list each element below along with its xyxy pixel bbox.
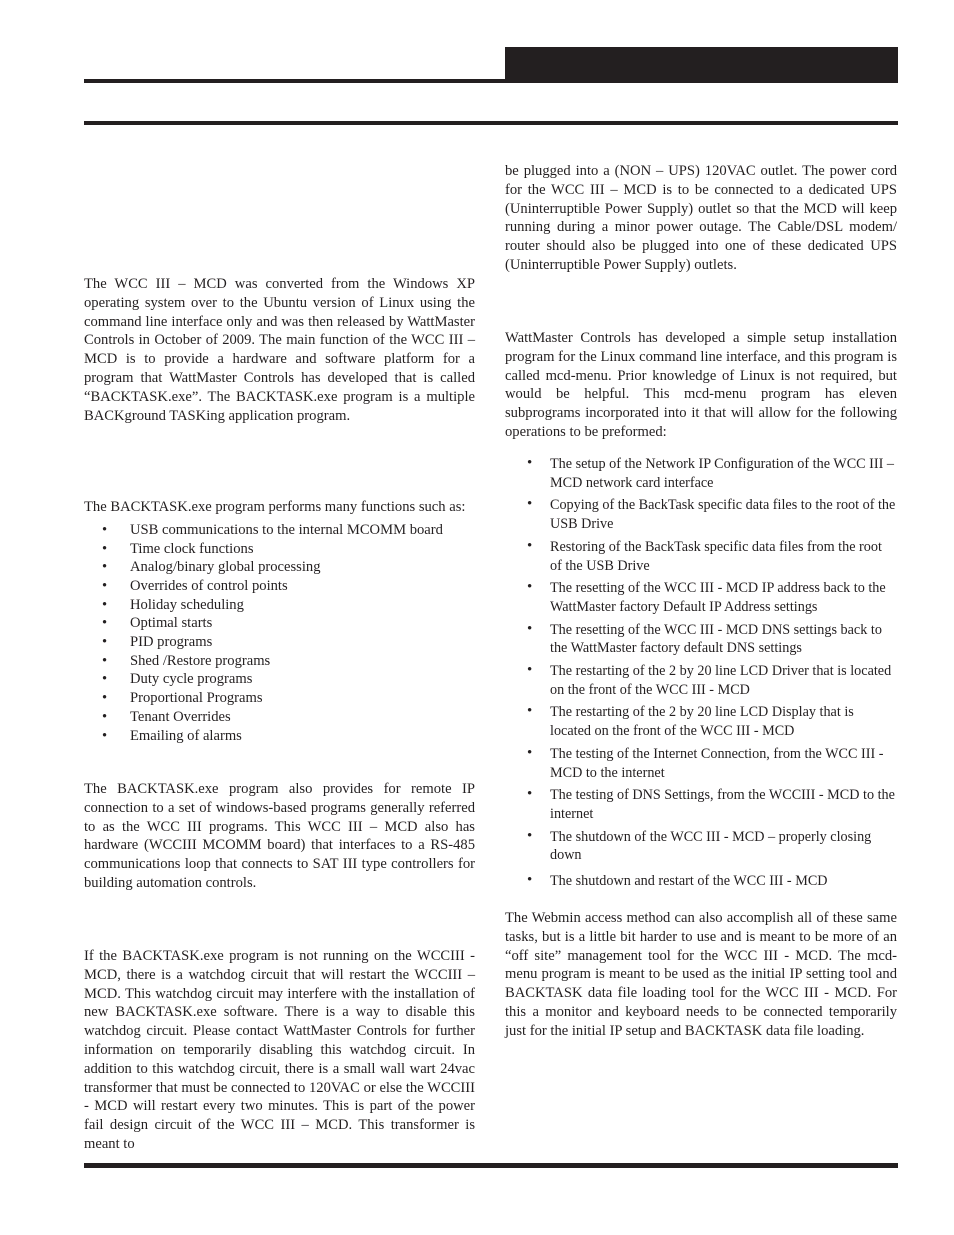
left-paragraph-remote <box>84 780 475 893</box>
left-paragraph-intro <box>84 275 475 425</box>
power-text: be plugged into a (NON – UPS) 120VAC outlet. The power cord for the WCC III – MCD is to be connected to a dedicated UPS (Uninterruptible Power Supply) outlet so that the MCD will keep running during a minor power outage. The Cable/DSL modem/ router should also be plugged into one of these dedicated UPS (Uninterruptible Power Supply) outlets. <box>505 163 897 273</box>
list-item: • The restarting of the 2 by 20 line LCD Display that is located on the front of the WCC III - MCD <box>505 703 897 740</box>
list-item: • Restoring of the BackTask specific data files from the root of the USB Drive <box>505 538 897 575</box>
right-paragraph-webmin <box>505 909 897 1041</box>
list-item: • The resetting of the WCC III - MCD DNS settings back to the WattMaster factory default DNS settings <box>505 621 897 658</box>
header-black-tab <box>505 47 898 80</box>
intro-text: The WCC III – MCD was converted from the Windows XP operating system over to the Ubuntu version of Linux using the command line interface only and was then released by WattMaster Controls in October of 2009. The main function of the WCC III – MCD is to provide a hardware and software platform for a program that WattMaster Controls has developed that is called “BACKTASK.exe”. The BACKTASK.exe program is a multiple BACKground TASKing application program. <box>84 276 475 424</box>
list-item: • The restarting of the 2 by 20 line LCD Driver that is located on the front of the WCC III - MCD <box>505 662 897 699</box>
list-item: • Overrides of control points <box>84 577 475 596</box>
list-item: • The shutdown of the WCC III - MCD – properly closing down <box>505 828 897 865</box>
header-rule-bottom <box>84 121 898 125</box>
left-paragraph-watchdog <box>84 947 475 1154</box>
right-paragraph-power <box>505 162 897 275</box>
list-item: • The resetting of the WCC III - MCD IP address back to the WattMaster factory Default IP Address settings <box>505 579 897 616</box>
functions-intro-text: The BACKTASK.exe program performs many functions such as: <box>84 499 466 515</box>
list-item: • Duty cycle programs <box>84 670 475 689</box>
list-item: • USB communications to the internal MCOMM board <box>84 521 475 540</box>
right-operations-section <box>505 455 897 895</box>
list-item: • PID programs <box>84 633 475 652</box>
webmin-text: The Webmin access method can also accomplish all of these same tasks, but is a little bit harder to use and is meant to be more of an “off site” management tool for the WCC III - MCD. The mcd-menu program is meant to be used as the initial IP setting tool and BACKTASK data file loading tool for the WCC III - MCD. For this a monitor and keyboard needs to be connected temporarily just for the initial IP setup and BACKTASK data file loading. <box>505 910 897 1039</box>
remote-connection-text: The BACKTASK.exe program also provides for remote IP connection to a set of windows-based programs generally referred to as the WCC III programs. This WCC III – MCD also has hardware (WCCIII MCOMM board) that interfaces to a RS-485 communications loop that connects to SAT III type controllers for building automation controls. <box>84 781 475 891</box>
list-item: • Holiday scheduling <box>84 596 475 615</box>
functions-list <box>84 521 475 745</box>
list-item: • The testing of DNS Settings, from the WCCIII - MCD to the internet <box>505 786 897 823</box>
header-rule-top <box>84 79 898 83</box>
list-item: • Shed /Restore programs <box>84 652 475 671</box>
list-item: • Time clock functions <box>84 540 475 559</box>
list-item: • Analog/binary global processing <box>84 558 475 577</box>
operations-list <box>505 455 897 891</box>
list-item: • Proportional Programs <box>84 689 475 708</box>
list-item: • Optimal starts <box>84 614 475 633</box>
list-item: • Copying of the BackTask specific data files to the root of the USB Drive <box>505 496 897 533</box>
mcd-menu-text: WattMaster Controls has developed a simple setup installation program for the Linux command line interface, and this program is called mcd-menu. Prior knowledge of Linux is not required, but would be helpful. This mcd-menu program has eleven subprograms incorporated into it that will allow for the following operations to be preformed: <box>505 330 897 440</box>
list-item: • Emailing of alarms <box>84 727 475 746</box>
watchdog-text: If the BACKTASK.exe program is not running on the WCCIII - MCD, there is a watchdog circuit that will restart the WCCIII – MCD. This watchdog circuit may interfere with the installation of new BACKTASK.exe software. There is a way to disable this watchdog circuit. Please contact WattMaster Controls for further information on temporarily disabling this watchdog circuit. In addition to this watchdog circuit, there is a small wall wart 24vac transformer that must be connected to 120VAC or else the WCCIII - MCD will restart every two minutes. This is part of the power fail design circuit of the WCC III – MCD. This transformer is meant to <box>84 948 475 1152</box>
list-item: • The setup of the Network IP Configuration of the WCC III – MCD network card interface <box>505 455 897 492</box>
right-paragraph-mcd-menu <box>505 329 897 442</box>
footer-rule <box>84 1163 898 1168</box>
list-item: • The testing of the Internet Connection, from the WCC III - MCD to the internet <box>505 745 897 782</box>
list-item: • Tenant Overrides <box>84 708 475 727</box>
list-item: • The shutdown and restart of the WCC III - MCD <box>505 872 897 891</box>
left-functions-section <box>84 498 475 745</box>
